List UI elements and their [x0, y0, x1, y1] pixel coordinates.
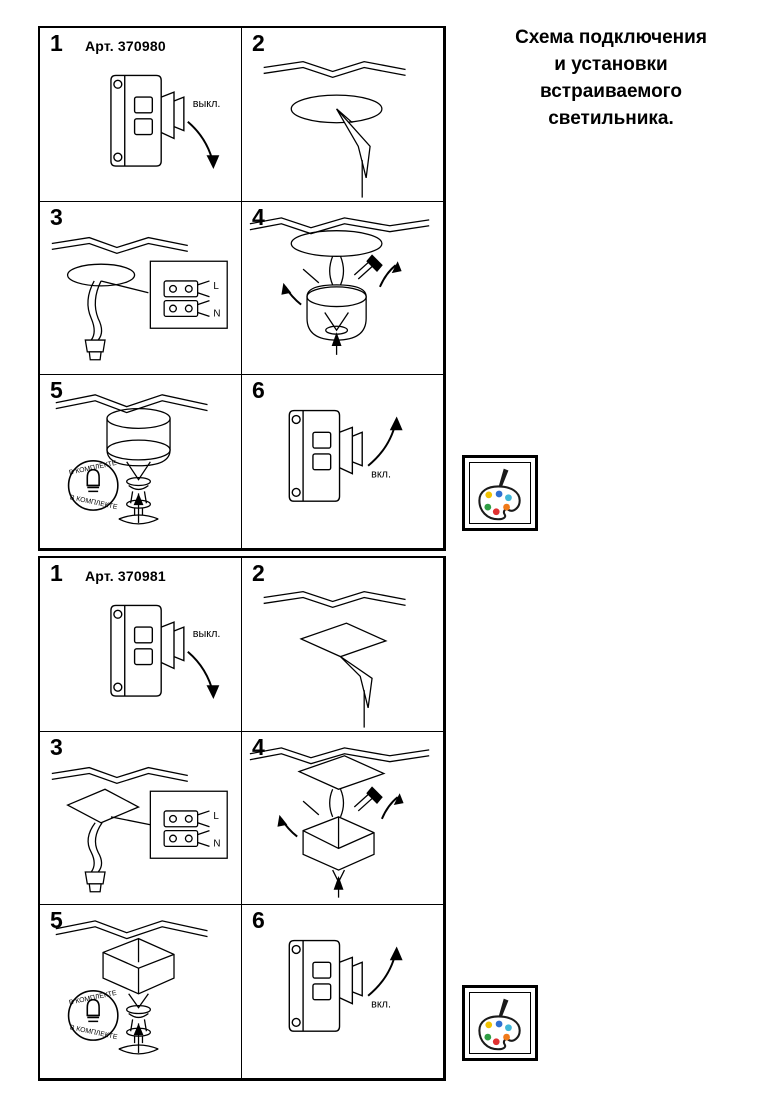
- insert-fixture-springs-icon: [242, 202, 443, 375]
- wall-switch-on-icon: [242, 905, 443, 1078]
- step-number: 2: [252, 30, 265, 56]
- install-lamp-rotate-icon: [40, 905, 241, 1078]
- paint-palette-badge: [462, 985, 538, 1061]
- wiring-terminal-block-icon: [40, 732, 241, 905]
- ceiling-round-hole-cut-icon: [242, 28, 443, 201]
- step-number: 5: [50, 907, 63, 934]
- step-number: 1: [50, 560, 63, 586]
- step-number: 2: [252, 560, 265, 586]
- svg-text:выкл.: выкл.: [192, 97, 221, 110]
- step-number: 4: [252, 733, 265, 760]
- step-cell-2: [241, 557, 444, 732]
- step-number: 6: [252, 377, 265, 404]
- step-cell-4: [241, 201, 444, 376]
- step-cell-1: [39, 557, 242, 732]
- wall-switch-on-icon: [242, 375, 443, 548]
- svg-text:вкл.: вкл.: [371, 468, 392, 481]
- diagram-370981: [38, 556, 446, 1081]
- wiring-terminal-block-icon: [40, 202, 241, 375]
- page-title-line-2: и установки: [554, 54, 668, 75]
- step-cell-1: [39, 27, 242, 202]
- step-cell-3: [39, 731, 242, 906]
- svg-text:N: N: [213, 838, 221, 850]
- svg-text:В КОМПЛЕКТЕ: В КОМПЛЕКТЕ: [69, 1024, 118, 1042]
- paint-palette-icon: [469, 992, 531, 1054]
- step-number: 6: [252, 907, 265, 934]
- install-lamp-rotate-icon: [40, 375, 241, 548]
- svg-text:L: L: [213, 810, 219, 822]
- paint-palette-badge: [462, 455, 538, 531]
- wall-switch-off-icon: [40, 28, 241, 201]
- insert-fixture-springs-icon: [242, 732, 443, 905]
- step-number: 3: [50, 203, 63, 230]
- svg-text:В КОМПЛЕКТЕ: В КОМПЛЕКТЕ: [68, 990, 118, 1008]
- ceiling-square-hole-cut-icon: [242, 558, 443, 731]
- svg-text:выкл.: выкл.: [192, 627, 221, 640]
- article-label: Арт. 370981: [85, 568, 166, 584]
- svg-text:В КОМПЛЕКТЕ: В КОМПЛЕКТЕ: [69, 494, 118, 512]
- page-title-line-1: Схема подключения: [515, 27, 707, 48]
- step-cell-5: [39, 904, 242, 1079]
- diagram-370980: [38, 26, 446, 551]
- wall-switch-off-icon: [40, 558, 241, 731]
- step-number: 1: [50, 30, 63, 56]
- page-title-line-3: встраиваемого: [540, 81, 682, 102]
- paint-palette-icon: [469, 462, 531, 524]
- step-cell-5: [39, 374, 242, 549]
- svg-text:L: L: [213, 280, 219, 292]
- step-cell-6: [241, 904, 444, 1079]
- step-number: 5: [50, 377, 63, 404]
- step-cell-4: [241, 731, 444, 906]
- step-cell-2: [241, 27, 444, 202]
- page-title-line-4: светильника.: [548, 108, 674, 129]
- article-label: Арт. 370980: [85, 38, 166, 54]
- step-cell-3: [39, 201, 242, 376]
- step-number: 4: [252, 203, 265, 230]
- svg-text:В КОМПЛЕКТЕ: В КОМПЛЕКТЕ: [68, 460, 118, 478]
- page-title: [452, 24, 770, 132]
- svg-text:N: N: [213, 308, 221, 320]
- svg-text:вкл.: вкл.: [371, 998, 392, 1011]
- step-number: 3: [50, 733, 63, 760]
- step-cell-6: [241, 374, 444, 549]
